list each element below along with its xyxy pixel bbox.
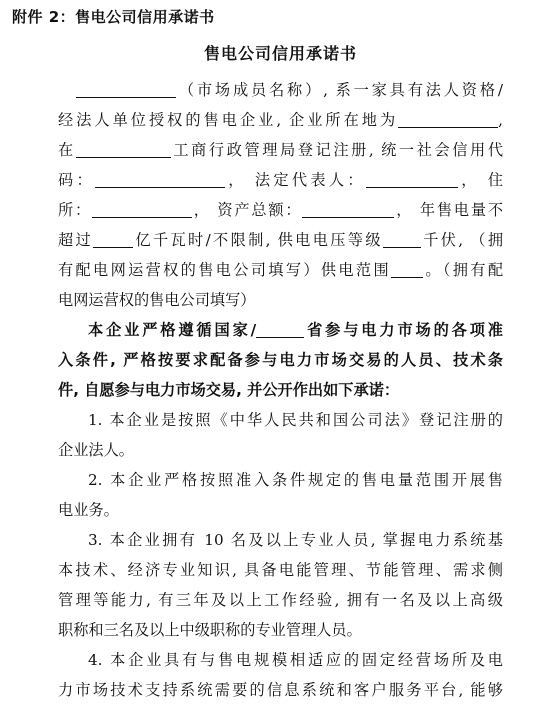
intro-text: 有配电网运营权的售电公司填写）供电范围: [58, 261, 391, 279]
annual-sales-blank[interactable]: [93, 229, 133, 248]
total-assets-blank[interactable]: [302, 199, 394, 218]
commitment-item-2: [58, 465, 503, 525]
member-name-blank[interactable]: [76, 79, 176, 98]
attachment-label: 附件 2：售电公司信用承诺书: [12, 8, 215, 26]
registration-bureau-blank[interactable]: [76, 139, 171, 158]
intro-text: 电网运营权的售电公司填写）: [58, 291, 256, 309]
intro-line: [58, 225, 503, 255]
commitment-line: [58, 315, 503, 345]
item-line: 2. 本企业严格按照准入条件规定的售电量范围开展售: [88, 471, 503, 489]
intro-text: ， 住: [457, 171, 504, 189]
intro-text: 在: [58, 141, 76, 159]
intro-text: ， 年售电量不: [394, 201, 504, 219]
commitment-item-1: [58, 405, 503, 465]
item-line: 1. 本企业是按照《中华人民共和国公司法》登记注册的: [88, 411, 503, 429]
item-line: 力市场技术支持系统需要的信息系统和客户服务平台, 能够: [58, 681, 503, 699]
intro-text: 。（拥有配: [422, 261, 504, 279]
voltage-level-blank[interactable]: [383, 229, 421, 248]
intro-paragraph: [58, 75, 503, 315]
intro-line: [58, 75, 503, 105]
item-line: 职称和三名及以上中级职称的专业管理人员。: [58, 621, 362, 639]
commitment-paragraph: [58, 315, 503, 405]
province-blank[interactable]: [256, 319, 304, 338]
commitment-item-3: [58, 525, 503, 645]
intro-line: [58, 255, 503, 285]
intro-text: 工商行政管理局登记注册, 统一社会信用代: [170, 141, 504, 159]
intro-text: 千伏, （拥: [420, 231, 504, 249]
location-blank[interactable]: [398, 109, 498, 128]
item-line: 电业务。: [58, 501, 119, 519]
commitment-line: 件, 自愿参与电力市场交易, 并公开作出如下承诺：: [58, 381, 400, 399]
intro-line: [58, 105, 503, 135]
document-title: 售电公司信用承诺书: [203, 44, 357, 63]
commitment-line: 入条件, 严格按要求配备参与电力市场交易的人员、技术条: [58, 351, 503, 369]
intro-text: 码：: [58, 171, 95, 189]
commitment-item-4: [58, 645, 503, 705]
intro-text: ,: [498, 111, 503, 129]
item-line: 本技术、经济专业知识, 具备电能管理、节能管理、需求侧: [58, 561, 503, 579]
item-line: 4. 本企业具有与售电规模相适应的固定经营场所及电: [88, 651, 503, 669]
legal-rep-blank[interactable]: [366, 169, 458, 188]
intro-text: 所：: [58, 201, 92, 219]
credit-code-blank[interactable]: [95, 169, 225, 188]
commitment-text: 本企业严格遵循国家/: [88, 321, 257, 339]
item-line: 管理等能力, 有三年及以上工作经验, 拥有一名及以上高级: [58, 591, 503, 609]
intro-text: 亿千瓦时/不限制, 供电电压等级: [133, 231, 383, 249]
intro-line: [58, 195, 503, 225]
item-line: 企业法人。: [58, 441, 134, 459]
commitment-text: 省参与电力市场的各项准: [304, 321, 503, 339]
supply-area-blank[interactable]: [391, 259, 423, 278]
intro-text: ， 资产总额：: [192, 201, 303, 219]
address-blank[interactable]: [92, 199, 192, 218]
intro-text: 经法人单位授权的售电企业, 企业所在地为: [58, 111, 399, 129]
intro-line: [58, 285, 503, 315]
intro-line: [58, 135, 503, 165]
intro-line: [58, 165, 503, 195]
intro-text: ， 法定代表人：: [225, 171, 366, 189]
intro-text: 超过: [58, 231, 94, 249]
item-line: 3. 本企业拥有 10 名及以上专业人员, 掌握电力系统基: [88, 531, 503, 549]
intro-text: （市场成员名称）, 系一家具有法人资格/: [176, 81, 503, 99]
